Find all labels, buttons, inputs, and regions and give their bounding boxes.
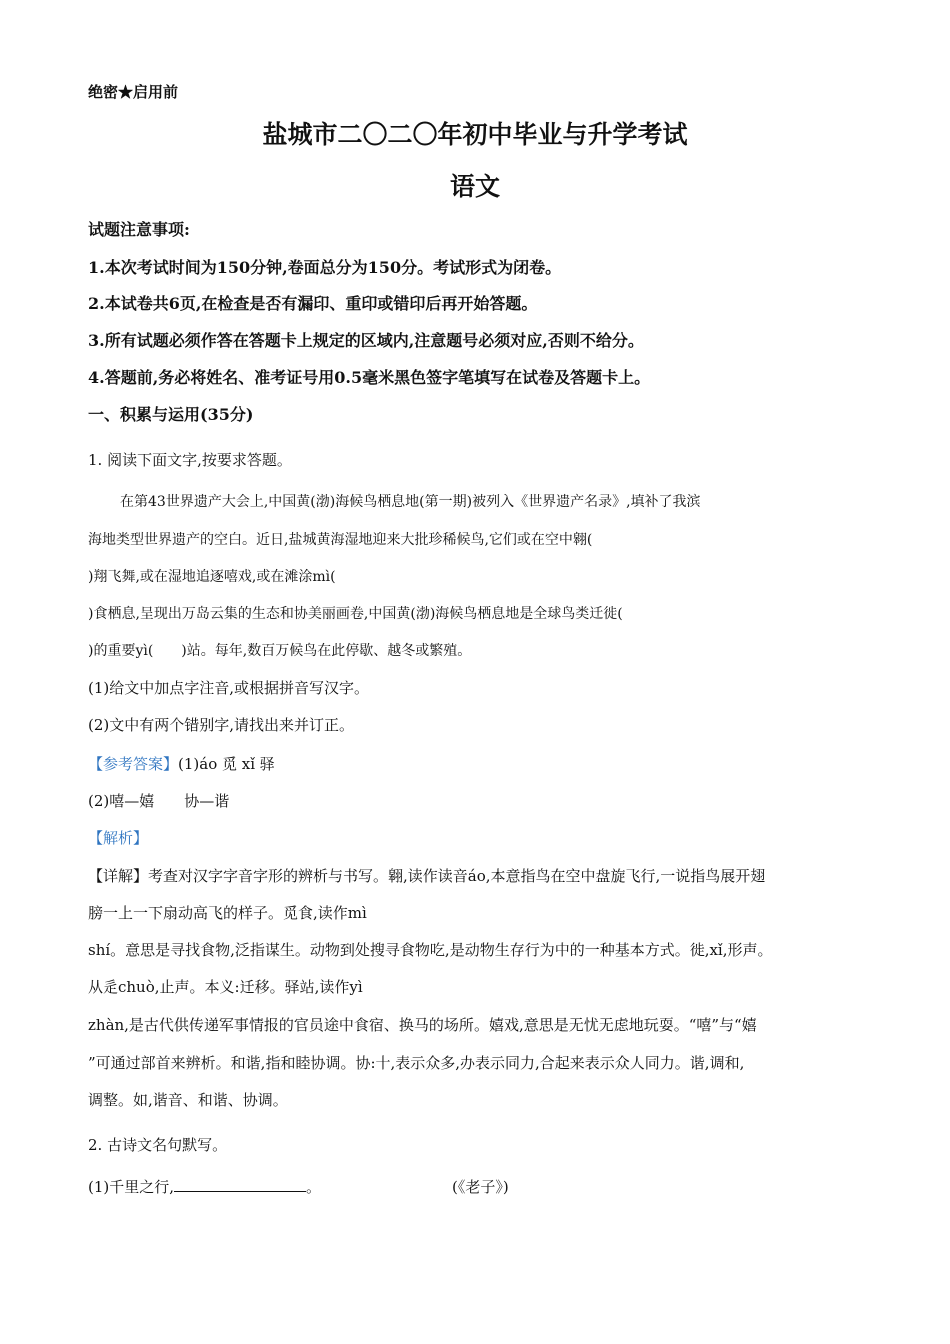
detail-line: 考查对汉字字音字形的辨析与书写。翱,读作读音áo,本意指鸟在空中盘旋飞行,一说指鸟展开翅 bbox=[148, 867, 766, 885]
question-1-stem: 1. 阅读下面文字,按要求答题。 bbox=[88, 451, 292, 469]
passage-line: 海地类型世界遗产的空白。近日,盐城黄海湿地迎来大批珍稀候鸟,它们或在空中翱( bbox=[88, 532, 593, 548]
detail-line: zhàn,是古代供传递军事情报的官员途中食宿、换马的场所。嬉戏,意思是无忧无虑地玩耍。“嘻”与“嬉 bbox=[88, 1016, 757, 1034]
detail-line: 膀一上一下扇动高飞的样子。觅食,读作mì bbox=[88, 904, 367, 922]
question-2-stem: 2. 古诗文名句默写。 bbox=[88, 1136, 228, 1154]
q2-sub1-prefix: (1)千里之行, bbox=[88, 1178, 175, 1196]
detail-line: ”可通过部首来辨析。和谐,指和睦协调。协:十,表示众多,办表示同力,合起来表示众人同力。谐,调和, bbox=[88, 1054, 745, 1072]
notice-item: 2.本试卷共6页,在检查是否有漏印、重印或错印后再开始答题。 bbox=[88, 294, 538, 313]
notice-item: 1.本次考试时间为150分钟,卷面总分为150分。考试形式为闭卷。 bbox=[88, 258, 562, 277]
section-heading: 一、积累与运用(35分) bbox=[88, 405, 254, 424]
confidential-label: 绝密★启用前 bbox=[88, 83, 179, 101]
passage-line: 在第43世界遗产大会上,中国黄(渤)海候鸟栖息地(第一期)被列入《世界遗产名录》,填补了我滨 bbox=[120, 494, 701, 510]
answer-blank bbox=[174, 1177, 306, 1192]
notice-item: 4.答题前,务必将姓名、准考证号用0.5毫米黑色签字笔填写在试卷及答题卡上。 bbox=[88, 368, 651, 387]
notice-heading: 试题注意事项: bbox=[88, 220, 190, 239]
answer-1: (1)áo 觅 xǐ 驿 bbox=[178, 755, 275, 773]
answer-2: (2)嘻—嬉 协—谐 bbox=[88, 792, 230, 810]
q2-sub1-suffix: 。 bbox=[306, 1178, 322, 1196]
detail-line: shí。意思是寻找食物,泛指谋生。动物到处搜寻食物吃,是动物生存行为中的一种基本方式。徙,xǐ,形声。 bbox=[88, 941, 773, 959]
sub-question-1: (1)给文中加点字注音,或根据拼音写汉字。 bbox=[88, 679, 370, 697]
passage-line: )食栖息,呈现出万岛云集的生态和协美丽画卷,中国黄(渤)海候鸟栖息地是全球鸟类迁徙( bbox=[88, 606, 623, 622]
detail-line: 调整。如,谐音、和谐、协调。 bbox=[88, 1091, 288, 1109]
passage-line: )的重要yì( )站。每年,数百万候鸟在此停歇、越冬或繁殖。 bbox=[88, 643, 472, 659]
detail-label: 【详解】 bbox=[88, 867, 149, 885]
subject-title: 语文 bbox=[449, 172, 500, 201]
detail-line: 从辵chuò,止声。本义:迁移。驿站,读作yì bbox=[88, 978, 363, 996]
exam-title: 盐城市二〇二〇年初中毕业与升学考试 bbox=[262, 120, 688, 149]
passage-line: )翔飞舞,或在湿地追逐嘻戏,或在滩涂mì( bbox=[88, 569, 336, 585]
notice-item: 3.所有试题必须作答在答题卡上规定的区域内,注意题号必须对应,否则不给分。 bbox=[88, 331, 644, 350]
answer-label: 【参考答案】 bbox=[88, 755, 179, 773]
analysis-label: 【解析】 bbox=[88, 829, 149, 847]
sub-question-2: (2)文中有两个错别字,请找出来并订正。 bbox=[88, 716, 355, 734]
q2-sub1-source: (《老子》) bbox=[452, 1178, 509, 1196]
